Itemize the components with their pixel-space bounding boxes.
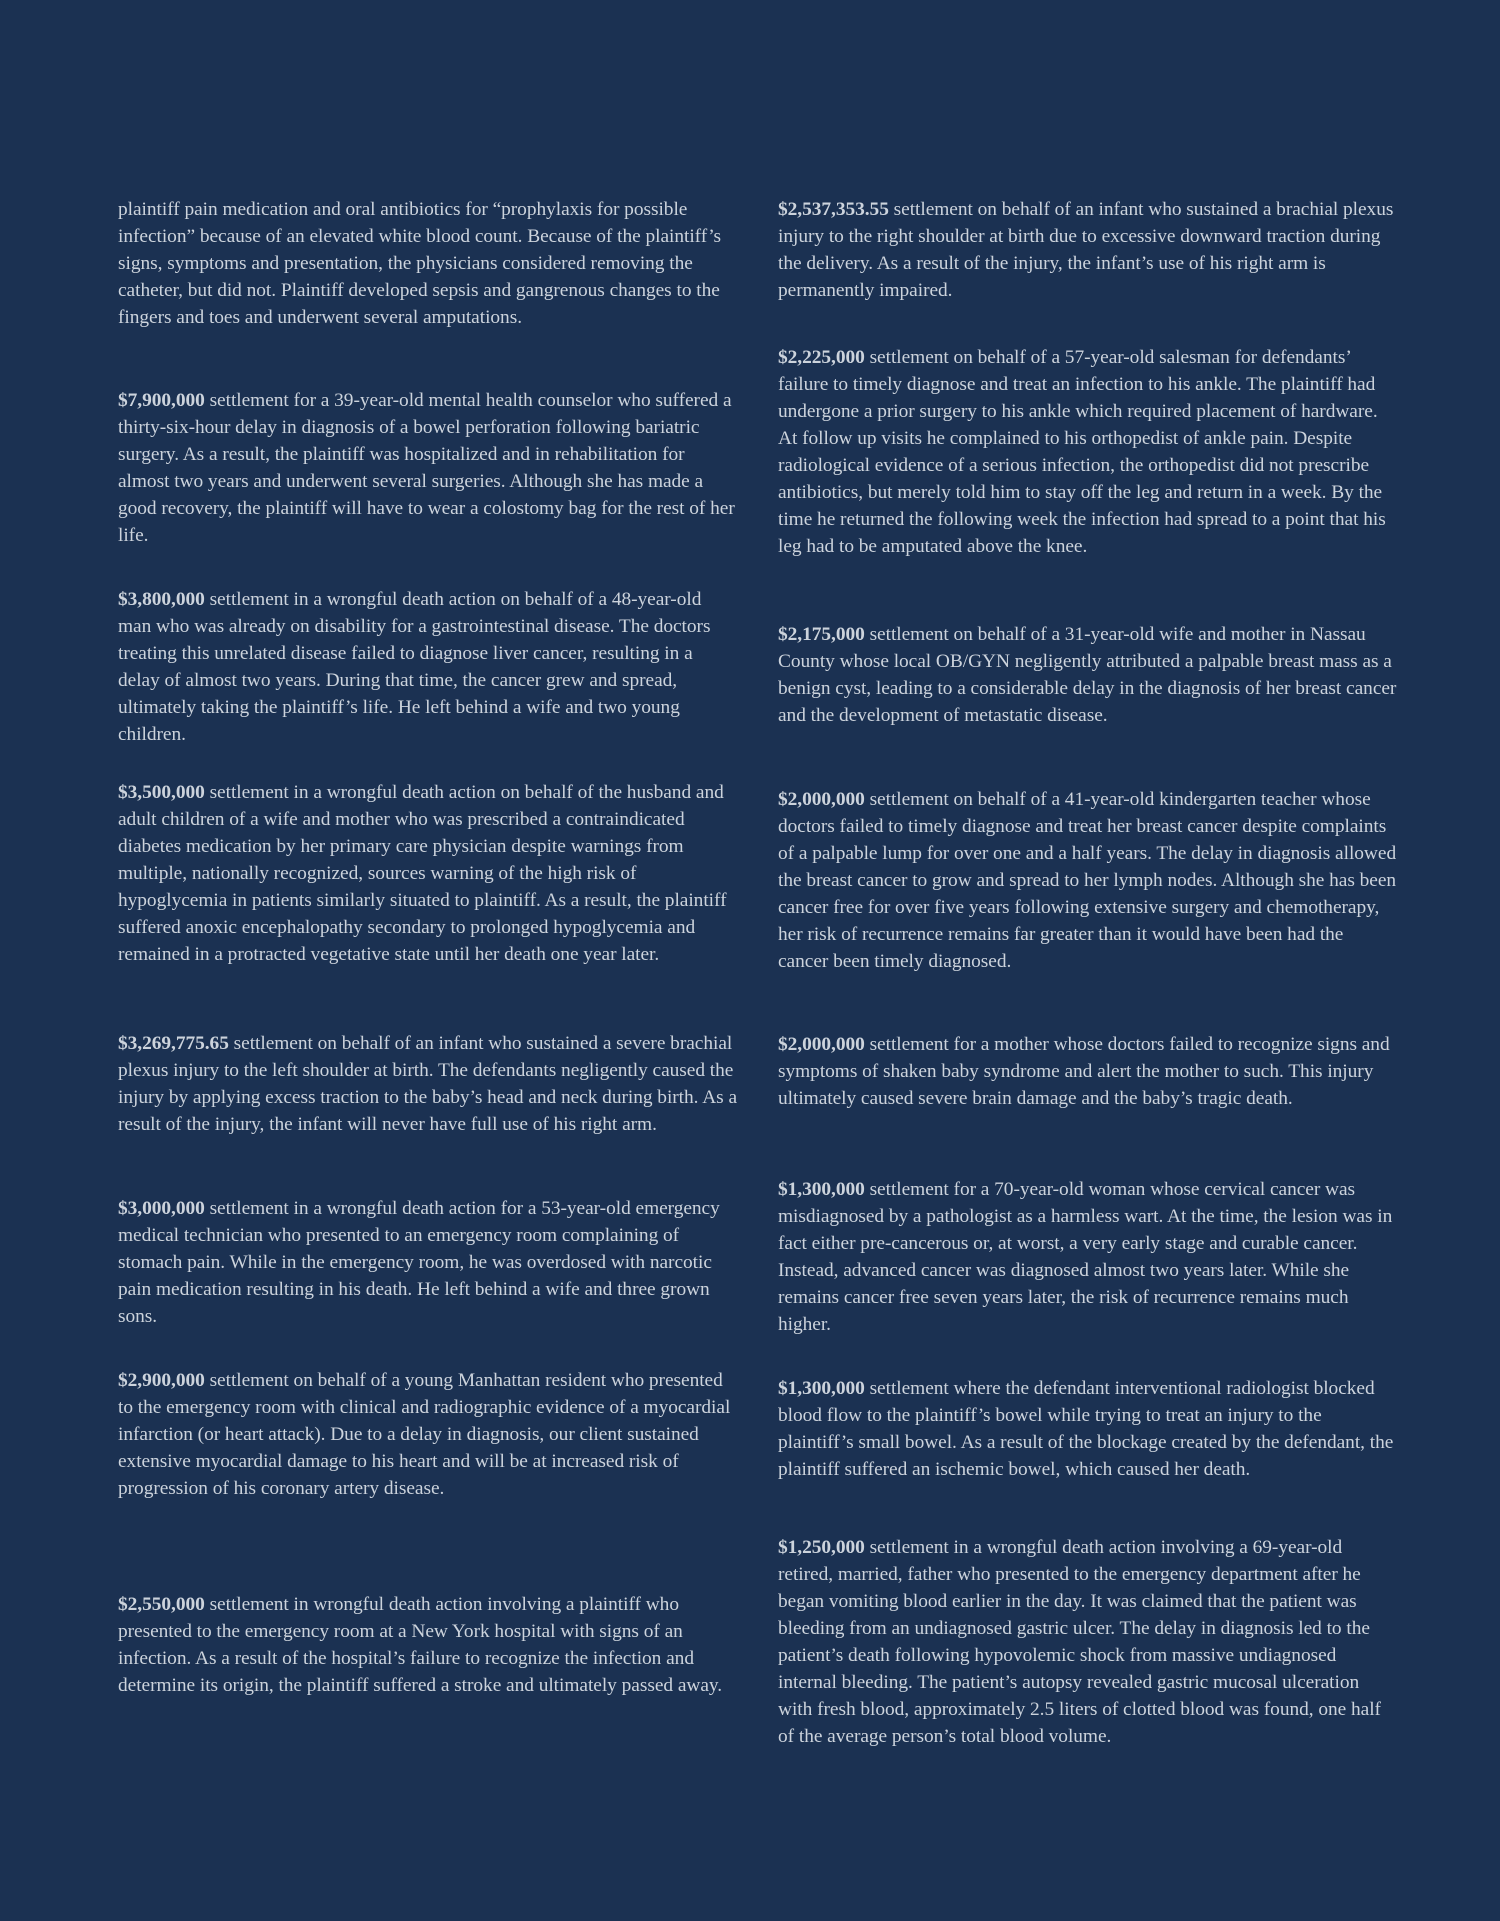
settlement-description: settlement in wrongful death action involving a plaintiff who presented to the emergency room at a New York hospital with signs of an infection. As a result of the hospital’s failure to recognize the infection and determine its origin, the plaintiff suffered a stroke and ultimately passed away. bbox=[118, 1594, 723, 1696]
settlement-amount: $3,500,000 bbox=[118, 782, 205, 803]
settlement-entry bbox=[778, 621, 1398, 729]
settlement-amount: $2,900,000 bbox=[118, 1370, 205, 1391]
settlement-entry bbox=[778, 1031, 1398, 1112]
settlement-description: settlement for a mother whose doctors failed to recognize signs and symptoms of shaken baby syndrome and alert the mother to such. This injury ultimately caused severe brain damage and the baby’s tragic death. bbox=[778, 1034, 1390, 1109]
settlement-entry bbox=[118, 196, 738, 331]
settlement-description: settlement in a wrongful death action on behalf of the husband and adult children of a wife and mother who was prescribed a contraindicated diabetes medication by her primary care physician despite warnings from multiple, nationally recognized, sources warning of the high risk of hypoglycemia in patients similarly situated to plaintiff. As a result, the plaintiff suffered anoxic encephalopathy secondary to prolonged hypoglycemia and remained in a protracted vegetative state until her death one year later. bbox=[118, 782, 727, 965]
settlement-description: settlement in a wrongful death action for a 53-year-old emergency medical technician who presented to an emergency room complaining of stomach pain. While in the emergency room, he was overdosed with narcotic pain medication resulting in his death. He left behind a wife and three grown sons. bbox=[118, 1198, 720, 1327]
settlement-entry bbox=[778, 1176, 1398, 1338]
settlement-entry bbox=[118, 387, 738, 549]
settlement-description: settlement in a wrongful death action involving a 69-year-old retired, married, father who presented to the emergency department after he began vomiting blood earlier in the day. It was claimed that the patient was bleeding from an undiagnosed gastric ulcer. The delay in diagnosis led to the patient’s death following hypovolemic shock from massive undiagnosed internal bleeding. The patient’s autopsy revealed gastric mucosal ulceration with fresh blood, approximately 2.5 liters of clotted blood was found, one half of the average person’s total blood volume. bbox=[778, 1537, 1381, 1747]
settlement-description: settlement on behalf of a 31-year-old wife and mother in Nassau County whose local OB/GYN negligently attributed a palpable breast mass as a benign cyst, leading to a considerable delay in the diagnosis of her breast cancer and the development of metastatic disease. bbox=[778, 624, 1397, 726]
settlement-description: plaintiff pain medication and oral antibiotics for “prophylaxis for possible infection” because of an elevated white blood count. Because of the plaintiff’s signs, symptoms and presentation, the physicians considered removing the catheter, but did not. Plaintiff developed sepsis and gangrenous changes to the fingers and toes and underwent several amputations. bbox=[118, 199, 722, 328]
settlement-entry bbox=[778, 196, 1398, 304]
settlement-entry bbox=[778, 344, 1398, 560]
settlement-description: settlement in a wrongful death action on behalf of a 48-year-old man who was already on disability for a gastrointestinal disease. The doctors treating this unrelated disease failed to diagnose liver cancer, resulting in a delay of almost two years. During that time, the cancer grew and spread, ultimately taking the plaintiff’s life. He left behind a wife and two young children. bbox=[118, 589, 711, 745]
settlement-entry bbox=[118, 1591, 738, 1699]
settlement-amount: $3,269,775.65 bbox=[118, 1033, 229, 1054]
settlement-entry bbox=[778, 1534, 1398, 1750]
settlement-entry bbox=[118, 1195, 738, 1330]
settlement-amount: $1,300,000 bbox=[778, 1179, 865, 1200]
settlement-description: settlement where the defendant interventional radiologist blocked blood flow to the plaintiff’s bowel while trying to treat an injury to the plaintiff’s small bowel. As a result of the blockage created by the defendant, the plaintiff suffered an ischemic bowel, which caused her death. bbox=[778, 1378, 1394, 1480]
settlement-amount: $3,800,000 bbox=[118, 589, 205, 610]
settlement-amount: $2,550,000 bbox=[118, 1594, 205, 1615]
settlement-entry bbox=[118, 1030, 738, 1138]
settlement-entry bbox=[778, 786, 1398, 975]
settlement-entry bbox=[778, 1375, 1398, 1483]
settlement-amount: $2,225,000 bbox=[778, 347, 865, 368]
settlement-entry bbox=[118, 779, 738, 968]
settlement-entry bbox=[118, 1367, 738, 1502]
settlement-amount: $1,300,000 bbox=[778, 1378, 865, 1399]
settlement-description: settlement for a 70-year-old woman whose cervical cancer was misdiagnosed by a pathologist as a harmless wart. At the time, the lesion was in fact either pre-cancerous or, at worst, a very early stage and curable cancer. Instead, advanced cancer was diagnosed almost two years later. While she remains cancer free seven years later, the risk of recurrence remains much higher. bbox=[778, 1179, 1393, 1335]
settlement-description: settlement on behalf of a 57-year-old salesman for defendants’ failure to timely diagnose and treat an infection to his ankle. The plaintiff had undergone a prior surgery to his ankle which required placement of hardware. At follow up visits he complained to his orthopedist of ankle pain. Despite radiological evidence of a serious infection, the orthopedist did not prescribe antibiotics, but merely told him to stay off the leg and return in a week. By the time he returned the following week the infection had spread to a point that his leg had to be amputated above the knee. bbox=[778, 347, 1386, 557]
settlement-description: settlement on behalf of an infant who sustained a severe brachial plexus injury to the left shoulder at birth. The defendants negligently caused the injury by applying excess traction to the baby’s head and neck during birth. As a result of the injury, the infant will never have full use of his right arm. bbox=[118, 1033, 737, 1135]
settlement-amount: $2,175,000 bbox=[778, 624, 865, 645]
settlement-amount: $2,000,000 bbox=[778, 789, 865, 810]
settlement-description: settlement on behalf of a 41-year-old kindergarten teacher whose doctors failed to timely diagnose and treat her breast cancer despite complaints of a palpable lump for over one and a half years. The delay in diagnosis allowed the breast cancer to grow and spread to her lymph nodes. Although she has been cancer free for over five years following extensive surgery and chemotherapy, her risk of recurrence remains far greater than it would have been had the cancer been timely diagnosed. bbox=[778, 789, 1397, 972]
settlement-description: settlement for a 39-year-old mental health counselor who suffered a thirty-six-hour delay in diagnosis of a bowel perforation following bariatric surgery. As a result, the plaintiff was hospitalized and in rehabilitation for almost two years and underwent several surgeries. Although she has made a good recovery, the plaintiff will have to wear a colostomy bag for the rest of her life. bbox=[118, 390, 735, 546]
settlement-amount: $2,000,000 bbox=[778, 1034, 865, 1055]
settlement-amount: $3,000,000 bbox=[118, 1198, 205, 1219]
settlement-amount: $2,537,353.55 bbox=[778, 199, 889, 220]
settlement-amount: $1,250,000 bbox=[778, 1537, 865, 1558]
settlement-amount: $7,900,000 bbox=[118, 390, 205, 411]
settlement-description: settlement on behalf of a young Manhattan resident who presented to the emergency room with clinical and radiographic evidence of a myocardial infarction (or heart attack). Due to a delay in diagnosis, our client sustained extensive myocardial damage to his heart and will be at increased risk of progression of his coronary artery disease. bbox=[118, 1370, 731, 1499]
settlement-description: settlement on behalf of an infant who sustained a brachial plexus injury to the right shoulder at birth due to excessive downward traction during the delivery. As a result of the injury, the infant’s use of his right arm is permanently impaired. bbox=[778, 199, 1394, 301]
settlement-entry bbox=[118, 586, 738, 748]
